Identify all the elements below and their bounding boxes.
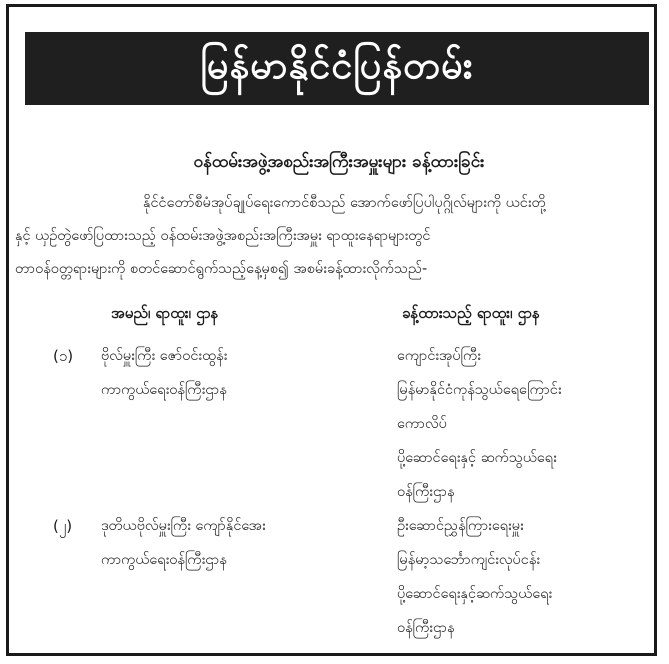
appointment-line: မြန်မာနိုင်ငံကုန်သွယ်ရေကြောင်း [397,382,562,398]
entry-name-cell [101,339,227,407]
appointment-line: ဦးဆောင်ညွှန်ကြားရေးမှူး [397,518,524,534]
appointment-line: ပို့ဆောင်ရေးနှင့် ဆက်သွယ်ရေး [397,450,557,466]
appointment-line: ဝန်ကြီးဌာန [397,620,455,636]
gazette-title: မြန်မာနိုင်ငံပြန်တမ်း [25,32,649,105]
appointment-line: မြန်မာ့သင်္ဘောကျင်းလုပ်ငန်း [397,552,541,568]
entry-department: ကာကွယ်ရေးဝန်ကြီးဌာန [101,382,227,398]
appointment-line: ကောလိပ် [397,416,447,432]
notice-subtitle: ဝန်ထမ်းအဖွဲ့အစည်းအကြီးအမှူးများ ခန့်ထားခြင်း [193,152,485,172]
entry-name: ဒုတိယဗိုလ်မှူးကြီး ကျော်နိုင်အေး [101,518,266,534]
appointment-line: ပို့ဆောင်ရေးနှင့်ဆက်သွယ်ရေး [397,586,553,602]
appointment-line: ကျောင်းအုပ်ကြီး [397,348,481,364]
entry-department: ကာကွယ်ရေးဝန်ကြီးဌာန [101,552,227,568]
entry-appointment-cell [397,509,552,645]
appointment-line: ဝန်ကြီးဌာန [397,484,455,500]
intro-line: နိုင်ငံတော်စီမံအုပ်ချုပ်ရေးကောင်စီသည် အောက်ဖော်ပြပါပုဂ္ဂိုလ်များကို ယင်းတို့ [143,195,546,211]
notice-frame [6,4,657,656]
entry-number: (၁) [53,347,74,365]
column-header-appointed: ခန့်ထားသည့် ရာထူး၊ ဌာန [402,304,540,322]
intro-line: နှင့် ယှဉ်တွဲဖော်ပြထားသည့် ဝန်ထမ်းအဖွဲ့အစည်းအကြီးအမှူး ရာထူးနေရာများတွင် [15,228,431,244]
entry-name: ဗိုလ်မှူးကြီး ဇော်ဝင်းထွန်း [101,348,228,364]
intro-line: တာဝန်ဝတ္တရားများကို စတင်ဆောင်ရွက်သည့်နေ့မှစ၍ အစမ်းခန့်ထားလိုက်သည်- [15,261,428,277]
column-header-name: အမည်၊ ရာထူး၊ ဌာန [111,304,219,322]
entry-appointment-cell [397,339,562,509]
entry-name-cell [101,509,266,577]
entry-number: (၂) [53,517,73,535]
intro-paragraph [15,187,663,286]
